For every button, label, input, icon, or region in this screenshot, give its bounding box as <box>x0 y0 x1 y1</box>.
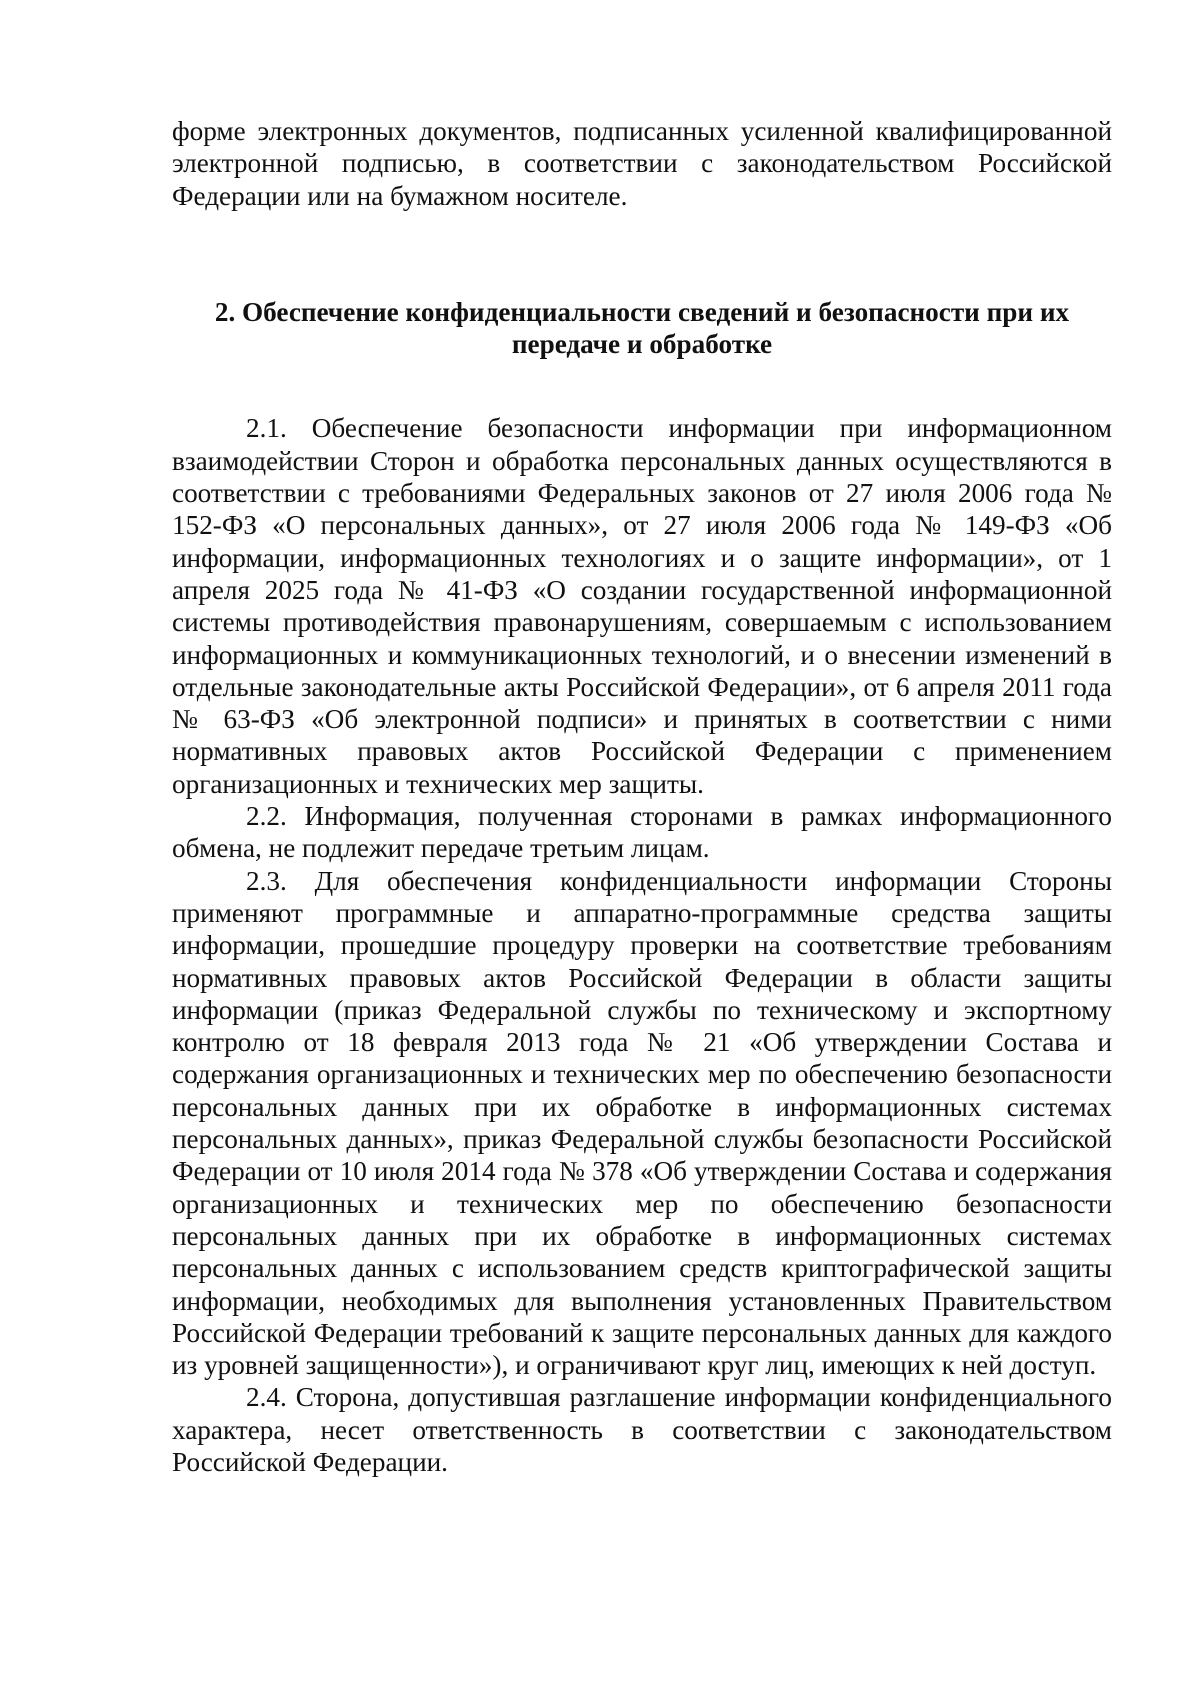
document-content <box>172 115 1112 1478</box>
clause-2-3: 2.3. Для обеспечения конфиденциальности информации Стороны применяют программные и аппаратно-программные средства защиты информации, прошедшие процедуру проверки на соответствие требованиям нормативных правовых актов Российской Федерации в области защиты информации (приказ Федеральной службы по техническому и экспортному контролю от 18 февраля 2013 года № 21 «Об утверждении Состава и содержания организационных и технических мер по обеспечению безопасности персональных данных при их обработке в информационных системах персональных данных», приказ Федеральной службы безопасности Российской Федерации от 10 июля 2014 года № 378 «Об утверждении Состава и содержания организационных и технических мер по обеспечению безопасности персональных данных при их обработке в информационных системах персональных данных с использованием средств криптографической защиты информации, необходимых для выполнения установленных Правительством Российской Федерации требований к защите персональных данных для каждого из уровней защищенности»), и ограничивают круг лиц, имеющих к ней доступ. <box>172 865 1112 1381</box>
section-heading: 2. Обеспечение конфиденциальности сведений и безопасности при их передаче и обработке <box>214 296 1070 360</box>
section-heading-block <box>172 296 1112 361</box>
intro-paragraph: форме электронных документов, подписанных усиленной квалифицированной электронной подписью, в соответствии с законодательством Российской Федерации или на бумажном носителе. <box>172 116 1112 211</box>
clause-2-2: 2.2. Информация, полученная сторонами в рамках информационного обмена, не подлежит передаче третьим лицам. <box>172 801 1112 864</box>
clause-2-4: 2.4. Сторона, допустившая разглашение информации конфиденциального характера, несет ответственность в соответствии с законодательством Российской Федерации. <box>172 1382 1112 1477</box>
clause-2-1: 2.1. Обеспечение безопасности информации при информационном взаимодействии Сторон и обработка персональных данных осуществляются в соответствии с требованиями Федеральных законов от 27 июля 2006 года № 152-ФЗ «О персональных данных», от 27 июля 2006 года № 149-ФЗ «Об информации, информационных технологиях и о защите информации», от 1 апреля 2025 года № 41-ФЗ «О создании государственной информационной системы противодействия правонарушениям, совершаемым с использованием информационных и коммуникационных технологий, и о внесении изменений в отдельные законодательные акты Российской Федерации», от 6 апреля 2011 года № 63-ФЗ «Об электронной подписи» и принятых в соответствии с ними нормативных правовых актов Российской Федерации с применением организационных и технических мер защиты. <box>172 413 1112 799</box>
